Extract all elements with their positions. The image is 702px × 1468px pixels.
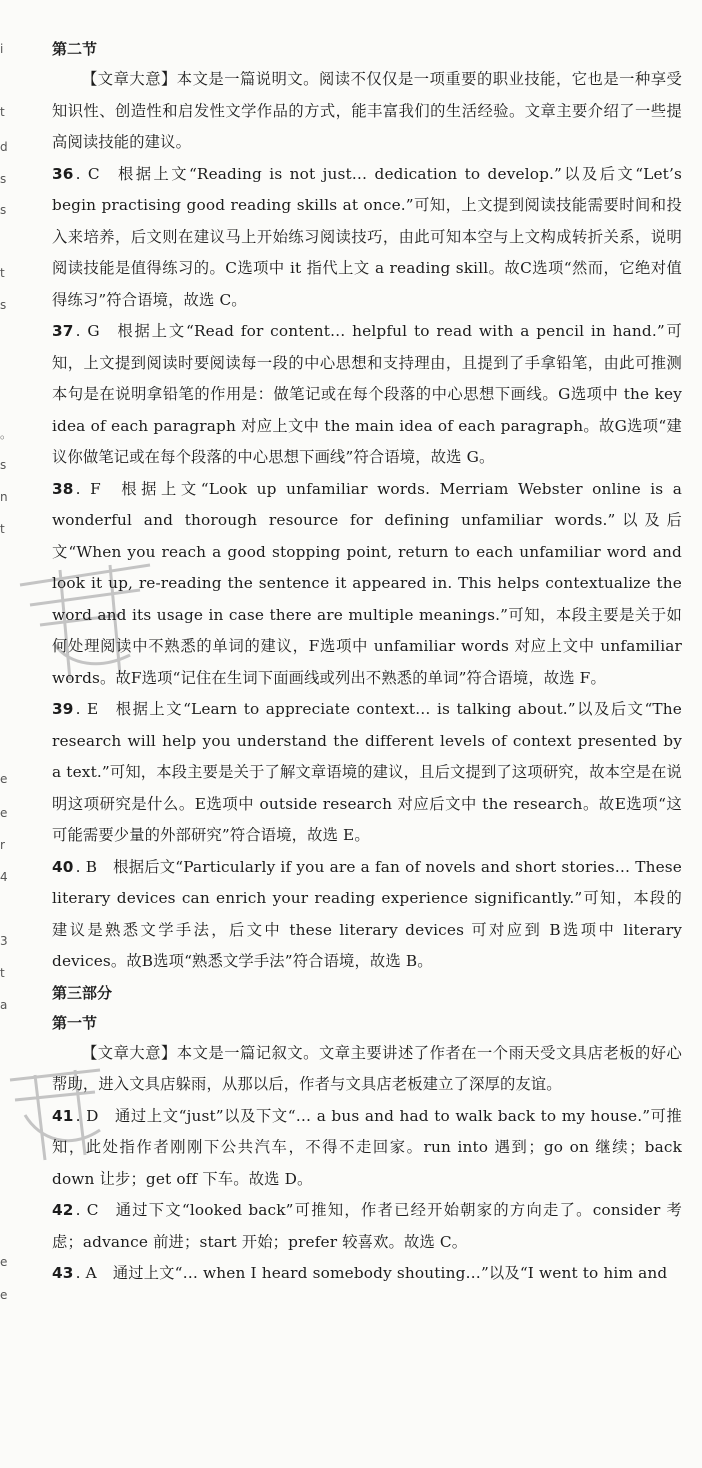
question-number: 38 bbox=[52, 479, 74, 498]
answer-explanation: 根据上文“Reading is not just… dedication to develop.”以及后文“Let’s begin practising good reading skills at once.”可知，上文提到阅读技能需要时间和投入来培养，后文则在建议马上开始练习阅读技巧，由此可知本空与上文构成转折关系，说明阅读技能是值得练习的。C选项中 it 指代上文 a reading skill。故C选项“然而，它绝对值得练习”符合语境，故选 C。 bbox=[52, 164, 682, 309]
answer-explanation: 根据上文“Look up unfamiliar words. Merriam Webster online is a wonderful and thorough resource for defining unfamiliar words.”以及后文“When you reach a good stopping point, return to each unfamiliar word and look it up, re-reading the sentence it appeared in. This helps contextualize the word and its usage in case there are multiple meanings.”可知，本段主要是关于如何处理阅读中不熟悉的单词的建议，F选项中 unfamiliar words 对应上文中 unfamiliar words。故F选项“记住在生词下面画线或列出不熟悉的单词”符合语境，故选 F。 bbox=[52, 479, 682, 687]
margin-char: t bbox=[0, 105, 5, 119]
answer-item-36: 36 . C 根据上文“Reading is not just… dedication to develop.”以及后文“Let’s begin practising good reading skills at once.”可知，上文提到阅读技能需要时间和投入来培养，后文则在建议马上开始练习阅读技巧，由此可知本空与上文构成转折关系，说明阅读技能是值得练习的。C选项中 it 指代上文 a reading skill。故C选项“然而，它绝对值得练习”符合语境，故选 C。 bbox=[52, 164, 682, 309]
question-number: 42 bbox=[52, 1201, 74, 1219]
answer-item-38: 38 . F 根据上文“Look up unfamiliar words. Merriam Webster online is a wonderful and thorough resource for defining unfamiliar words.”以及后文“When you reach a good stopping point, return to each unfamiliar word and look it up, re-reading the sentence it appeared in. This helps contextualize the word and its usage in case there are multiple meanings.”可知，本段主要是关于如何处理阅读中不熟悉的单词的建议，F选项中 unfamiliar words 对应上文中 unfamiliar words。故F选项“记住在生词下面画线或列出不熟悉的单词”符合语境，故选 F。 bbox=[52, 479, 682, 687]
answer-letter: B bbox=[85, 857, 98, 876]
answer-item-43: 43 . A 通过上文“… when I heard somebody shouting…”以及“I went to him and bbox=[52, 1264, 668, 1282]
answer-item-40: 40 . B 根据后文“Particularly if you are a fan of novels and short stories… These literary devices can enrich your reading experience significantly.”可知，本段的建议是熟悉文学手法，后文中 these literary devices 可对应到 B选项中 literary devices。故B选项“熟悉文学手法”符合语境，故选 B。 bbox=[52, 857, 683, 970]
question-number: 39 bbox=[52, 700, 74, 718]
margin-char: s bbox=[0, 203, 7, 217]
margin-char: d bbox=[0, 140, 8, 154]
answer-explanation: 通过上文“just”以及下文“… a bus and had to walk back to my house.”可推知，此处指作者刚刚下公共汽车，不得不走回家。run into 遇到；go on 继续；back down 让步；get off 下车。故选 D。 bbox=[52, 1106, 683, 1188]
margin-char: 。 bbox=[0, 427, 13, 441]
answer-letter: C bbox=[86, 1201, 99, 1219]
margin-char: a bbox=[0, 998, 8, 1012]
margin-char: s bbox=[0, 298, 7, 312]
answer-explanation: 通过下文“looked back”可推知，作者已经开始朝家的方向走了。consider 考虑；advance 前进；start 开始；prefer 较喜欢。故选 C。 bbox=[52, 1201, 682, 1251]
answer-letter: D bbox=[86, 1106, 99, 1125]
answer-letter: C bbox=[87, 164, 100, 183]
margin-char: e bbox=[0, 772, 8, 786]
article-summary: 【文章大意】本文是一篇说明文。阅读不仅仅是一项重要的职业技能，它也是一种享受知识性、创造性和启发性文学作品的方式，能丰富我们的生活经验。文章主要介绍了一些提高阅读技能的建议。 bbox=[52, 70, 682, 151]
answer-item-37: 37 . G 根据上文“Read for content… helpful to read with a pencil in hand.”可知，上文提到阅读时要阅读每一段的中心思想和支持理由，且提到了手拿铅笔，由此可推测本句是在说明拿铅笔的作用是：做笔记或在每个段落的中心思想下画线。G选项中 the key idea of each paragraph 对应上文中 the main idea of each paragraph。故G选项“建议你做笔记或在每个段落的中心思想下画线”符合语境，故选 G。 bbox=[52, 322, 682, 466]
answer-item-39: 39 . E 根据上文“Learn to appreciate context… is talking about.”以及后文“The research will help you understand the different levels of context presented by a text.”可知，本段主要是关于了解文章语境的建议，且后文提到了这项研究，故本空是在说明这项研究是什么。E选项中 outside research 对应后文中 the research。故E选项“这可能需要少量的外部研究”符合语境，故选 E。 bbox=[52, 700, 682, 844]
answer-item-42: 42 . C 通过下文“looked back”可推知，作者已经开始朝家的方向走了。consider 考虑；advance 前进；start 开始；prefer 较喜欢。故选 C。 bbox=[52, 1201, 682, 1251]
section-heading: 第一节 bbox=[52, 1013, 98, 1032]
left-margin-bleed bbox=[0, 0, 12, 1468]
answer-explanation: 根据后文“Particularly if you are a fan of novels and short stories… These literary devices can enrich your reading experience significantly.”可知，本段的建议是熟悉文学手法，后文中 these literary devices 可对应到 B选项中 literary devices。故B选项“熟悉文学手法”符合语境，故选 B。 bbox=[52, 857, 683, 970]
margin-char: 3 bbox=[0, 934, 8, 948]
margin-char: t bbox=[0, 522, 5, 536]
article-summary: 【文章大意】本文是一篇记叙文。文章主要讲述了作者在一个雨天受文具店老板的好心帮助，进入文具店躲雨，从那以后，作者与文具店老板建立了深厚的友谊。 bbox=[52, 1043, 682, 1093]
section-heading: 第三部分 bbox=[52, 983, 113, 1002]
margin-char: e bbox=[0, 806, 8, 820]
answer-letter: F bbox=[90, 479, 101, 498]
margin-char: e bbox=[0, 1255, 8, 1269]
margin-char: s bbox=[0, 458, 7, 472]
answer-letter: A bbox=[85, 1264, 97, 1282]
question-number: 43 bbox=[52, 1264, 74, 1282]
answer-letter: G bbox=[87, 322, 100, 340]
section-heading: 第二节 bbox=[52, 40, 98, 58]
margin-char: e bbox=[0, 1288, 8, 1302]
question-number: 36 bbox=[52, 164, 74, 183]
margin-char: s bbox=[0, 172, 7, 186]
answer-explanation: 根据上文“Learn to appreciate context… is talking about.”以及后文“The research will help you understand the different levels of context presented by a text.”可知，本段主要是关于了解文章语境的建议，且后文提到了这项研究，故本空是在说明这项研究是什么。E选项中 outside research 对应后文中 the research。故E选项“这可能需要少量的外部研究”符合语境，故选 E。 bbox=[52, 700, 682, 844]
margin-char: t bbox=[0, 266, 5, 280]
margin-char: i bbox=[0, 42, 4, 56]
question-number: 40 bbox=[52, 857, 74, 876]
margin-char: t bbox=[0, 966, 5, 980]
answer-item-41: 41 . D 通过上文“just”以及下文“… a bus and had to walk back to my house.”可推知，此处指作者刚刚下公共汽车，不得不走回家。run into 遇到；go on 继续；back down 让步；get off 下车。故选 D。 bbox=[52, 1106, 683, 1188]
answer-explanation: 通过上文“… when I heard somebody shouting…”以及“I went to him and bbox=[112, 1264, 668, 1282]
margin-char: r bbox=[0, 838, 5, 852]
margin-char: n bbox=[0, 490, 8, 504]
answer-explanation: 根据上文“Read for content… helpful to read with a pencil in hand.”可知，上文提到阅读时要阅读每一段的中心思想和支持理由，且提到了手拿铅笔，由此可推测本句是在说明拿铅笔的作用是：做笔记或在每个段落的中心思想下画线。G选项中 the key idea of each paragraph 对应上文中 the main idea of each paragraph。故G选项“建议你做笔记或在每个段落的中心思想下画线”符合语境，故选 G。 bbox=[52, 322, 682, 466]
question-number: 37 bbox=[52, 322, 74, 340]
answer-key-page bbox=[52, 34, 682, 1290]
question-number: 41 bbox=[52, 1106, 74, 1125]
margin-char: 4 bbox=[0, 870, 8, 884]
answer-letter: E bbox=[87, 700, 99, 718]
